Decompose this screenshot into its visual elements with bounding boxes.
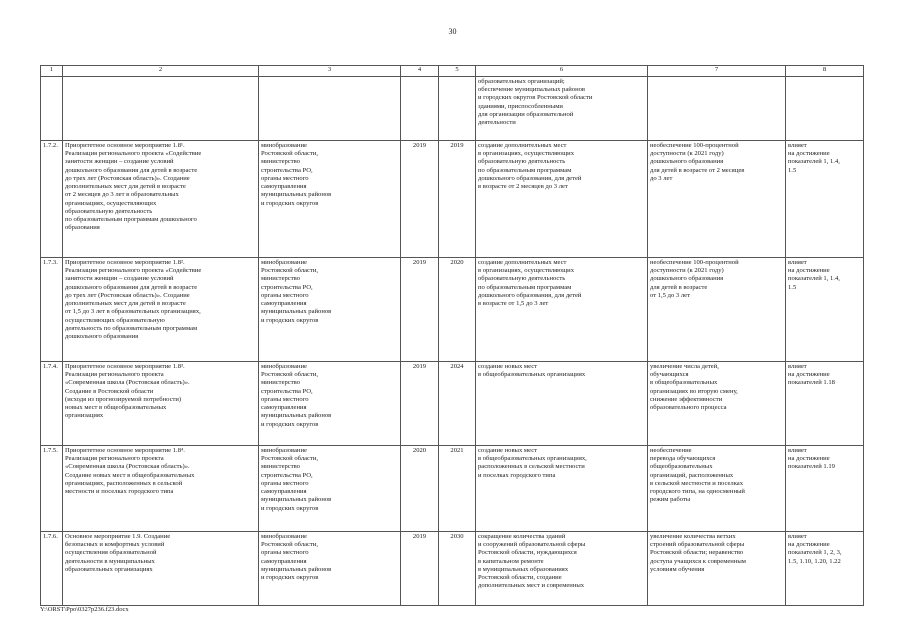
cell-indicators: влияет на достижение показателей 1.18 bbox=[786, 362, 864, 446]
cell-number: 1.7.2. bbox=[41, 141, 63, 258]
program-measures-table bbox=[40, 65, 864, 606]
cell-consequences: необеспечение перевода обучающихся общеобразовательных организаций, расположенных в сельской местности и поселках городского типа, на односменный режим работы bbox=[648, 446, 786, 532]
table-row bbox=[41, 258, 864, 362]
cell-measure: Приоритетное основное мероприятие 1.8⁴. Реализация регионального проекта «Современная школа (Ростовская область)». Создание новых мест в общеобразовательных организациях, расположенных в сельской местности и поселках городского типа bbox=[63, 446, 259, 532]
cell-consequences: необеспечение 100-процентной доступности (к 2021 году) дошкольного образования для детей в возрасте от 2 месяцев до 3 лет bbox=[648, 141, 786, 258]
table-row-continuation bbox=[41, 77, 864, 141]
cell-end-year: 2030 bbox=[439, 532, 476, 606]
cell-start-year: 2020 bbox=[401, 446, 439, 532]
header-cell: 8 bbox=[786, 66, 864, 77]
cell-consequences: необеспечение 100-процентной доступности (к 2021 году) дошкольного образования для детей в возрасте от 1,5 до 3 лет bbox=[648, 258, 786, 362]
cell-end-year: 2024 bbox=[439, 362, 476, 446]
cell-number: 1.7.4. bbox=[41, 362, 63, 446]
cell-results: создание дополнительных мест в организациях, осуществляющих образовательную деятельность по образовательным программам дошкольного образования, для детей в возрасте от 1,5 до 3 лет bbox=[476, 258, 648, 362]
file-path-footer: Y:\ORST\Ppo\0327p236.f23.docx bbox=[40, 606, 129, 613]
cell-start-year: 2019 bbox=[401, 532, 439, 606]
cell-executor: минобразование Ростовской области, министерство строительства РО, органы местного самоуправления муниципальных районов и городских округов bbox=[259, 362, 401, 446]
cell-end-year: 2020 bbox=[439, 258, 476, 362]
cell-measure: Приоритетное основное мероприятие 1.8¹. Реализация регионального проекта «Содействие занятости женщин – создание условий дошкольного образования для детей в возрасте до трех лет (Ростовская область)». Создание дополнительных мест для детей в возрасте от 2 месяцев до 3 лет в образовательных организациях, осуществляющих образовательную деятельность по образовательным программам дошкольного образования bbox=[63, 141, 259, 258]
header-cell: 7 bbox=[648, 66, 786, 77]
cell-end-year: 2021 bbox=[439, 446, 476, 532]
cell-start-year: 2019 bbox=[401, 141, 439, 258]
cell-executor: минобразование Ростовской области, органы местного самоуправления муниципальных районов и городских округов bbox=[259, 532, 401, 606]
cell-indicators: влияет на достижение показателей 1, 1.4, 1.5 bbox=[786, 258, 864, 362]
table-row bbox=[41, 141, 864, 258]
cell-executor: минобразование Ростовской области, министерство строительства РО, органы местного самоуправления муниципальных районов и городских округов bbox=[259, 446, 401, 532]
cell-results: сокращение количества зданий и сооружений образовательной сферы Ростовской области, нуждающихся в капитальном ремонте в муниципальных образованиях Ростовской области, создание дополнительных мест и современных bbox=[476, 532, 648, 606]
cell-indicators: влияет на достижение показателей 1.19 bbox=[786, 446, 864, 532]
cell-number: 1.7.3. bbox=[41, 258, 63, 362]
cell-indicators: влияет на достижение показателей 1, 1.4, 1.5 bbox=[786, 141, 864, 258]
cell-results: образовательных организаций; обеспечение муниципальных районов и городских округов Ростовской области зданиями, приспособленными для организации образовательной деятельности bbox=[476, 77, 648, 141]
cell-end-year: 2019 bbox=[439, 141, 476, 258]
cell-start-year: 2019 bbox=[401, 258, 439, 362]
cell-executor: минобразование Ростовской области, министерство строительства РО, органы местного самоуправления муниципальных районов и городских округов bbox=[259, 141, 401, 258]
header-cell: 2 bbox=[63, 66, 259, 77]
header-cell: 4 bbox=[401, 66, 439, 77]
cell-number: 1.7.6. bbox=[41, 532, 63, 606]
cell-results: создание новых мест в общеобразовательных организациях bbox=[476, 362, 648, 446]
cell-executor: минобразование Ростовской области, министерство строительства РО, органы местного самоуправления муниципальных районов и городских округов bbox=[259, 258, 401, 362]
cell-indicators: влияет на достижение показателей 1, 2, 3, 1.5, 1.10, 1.20, 1.22 bbox=[786, 532, 864, 606]
cell-consequences: увеличение количества ветхих строений образовательной сферы Ростовской области; неравенство доступа учащихся к современным условиям обучения bbox=[648, 532, 786, 606]
cell-start-year: 2019 bbox=[401, 362, 439, 446]
cell-results: создание новых мест в общеобразовательных организациях, расположенных в сельской местности и поселках городского типа bbox=[476, 446, 648, 532]
header-cell: 1 bbox=[41, 66, 63, 77]
page-number: 30 bbox=[448, 27, 457, 36]
cell-measure: Приоритетное основное мероприятие 1.8³. Реализация регионального проекта «Современная школа (Ростовская область)». Создание в Ростовской области (исходя из прогнозируемой потребности) новых мест в общеобразовательных организациях bbox=[63, 362, 259, 446]
header-cell: 5 bbox=[439, 66, 476, 77]
table-header-row bbox=[41, 66, 864, 77]
cell-number: 1.7.5. bbox=[41, 446, 63, 532]
cell-consequences: увеличение числа детей, обучающихся в общеобразовательных организациях во вторую смену, снижение эффективности образовательного процесса bbox=[648, 362, 786, 446]
cell-results: создание дополнительных мест в организациях, осуществляющих образовательную деятельность по образовательным программам дошкольного образования, для детей в возрасте от 2 месяцев до 3 лет bbox=[476, 141, 648, 258]
cell-measure: Основное мероприятие 1.9. Создание безопасных и комфортных условий осуществления образовательной деятельности в муниципальных образовательных организациях bbox=[63, 532, 259, 606]
table-row bbox=[41, 362, 864, 446]
table-row bbox=[41, 446, 864, 532]
header-cell: 6 bbox=[476, 66, 648, 77]
cell-measure: Приоритетное основное мероприятие 1.8². Реализация регионального проекта «Содействие занятости женщин – создание условий дошкольного образования для детей в возрасте до трех лет (Ростовская область)». Создание дополнительных мест для детей в возрасте от 1,5 до 3 лет в образовательных организациях, осуществляющих образовательную деятельность по образовательным программам дошкольного образования bbox=[63, 258, 259, 362]
header-cell: 3 bbox=[259, 66, 401, 77]
table-row bbox=[41, 532, 864, 606]
